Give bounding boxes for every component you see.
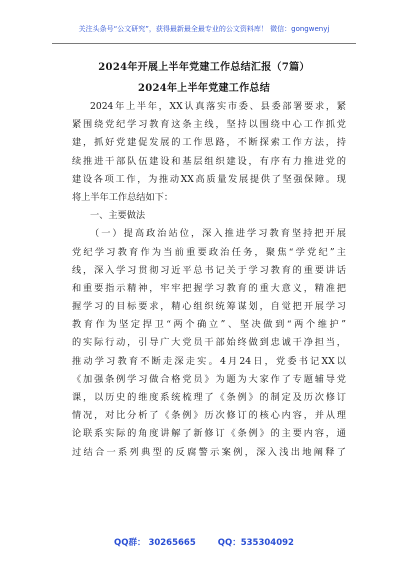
header-divider xyxy=(52,43,356,44)
paragraph-line: 紧围绕党纪学习教育这条主线，坚持以围绕中心工作抓党 xyxy=(72,119,346,131)
document-body xyxy=(72,98,346,462)
paragraph-line: 情况，对比分析了《条例》历次修订的核心内容，并从理 xyxy=(72,410,346,422)
footer-qq: QQ：535304092 xyxy=(217,538,294,548)
paragraph-line: 论联系实际的角度讲解了新修订《条例》的主要内容，通 xyxy=(72,428,346,440)
paragraph-line: 推动学习教育不断走深走实。4月24日，党委书记XX以 xyxy=(72,355,346,367)
paragraph-line: 《加强条例学习做合格党员》为题为大家作了专题辅导党 xyxy=(72,373,346,385)
paragraph-line: 党纪学习教育作为当前重要政治任务，聚焦“学党纪”主 xyxy=(72,246,346,258)
paragraph-line: 续推进干部队伍建设和基层组织建设，有序有力推进党的 xyxy=(72,155,346,167)
paragraph-line: 建设各项工作，为推动XX高质量发展提供了坚强保障。现 xyxy=(72,173,346,185)
header-banner: 关注头条号“公文研究”，获得最新最全最专业的公文资料库！ 微信：gongwenyj xyxy=(78,25,330,33)
paragraph-line: 和重要指示精神，牢牢把握学习教育的重大意义，精准把 xyxy=(72,282,346,294)
paragraph-line: 握学习的目标要求，精心组织统筹谋划，自觉把开展学习 xyxy=(72,301,346,313)
paragraph-line: 将上半年工作总结如下： xyxy=(72,191,174,203)
document-title: 2024年开展上半年党建工作总结汇报（7篇） xyxy=(98,62,310,73)
footer-qq-group: QQ群： 30265665 xyxy=(114,538,196,548)
paragraph-line: 的实际行动，引导广大党员干部始终做到忠诚干净担当， xyxy=(72,337,346,349)
paragraph-line: 线，深入学习贯彻习近平总书记关于学习教育的重要讲话 xyxy=(72,264,346,276)
paragraph-line: 过结合一系列典型的反腐警示案例，深入浅出地阐释了 xyxy=(72,446,346,458)
paragraph-line: 课，以历史的维度系统梳理了《条例》的制定及历次修订 xyxy=(72,392,346,403)
paragraph-line: 教育作为坚定捍卫“两个确立”、坚决做到“两个维护” xyxy=(72,319,346,331)
footer-contact xyxy=(0,536,408,548)
paragraph-line: （一）提高政治站位，深入推进学习教育坚持把开展 xyxy=(90,228,346,240)
paragraph-line: 2024年上半年，XX认真落实市委、县委部署要求，紧 xyxy=(90,101,346,112)
paragraph-line: 建，抓好党建促发展的工作思路，不断探索工作方法，持 xyxy=(72,137,346,149)
document-subtitle: 2024年上半年党建工作总结 xyxy=(137,83,271,94)
section-heading: 一、主要做法 xyxy=(90,210,146,222)
